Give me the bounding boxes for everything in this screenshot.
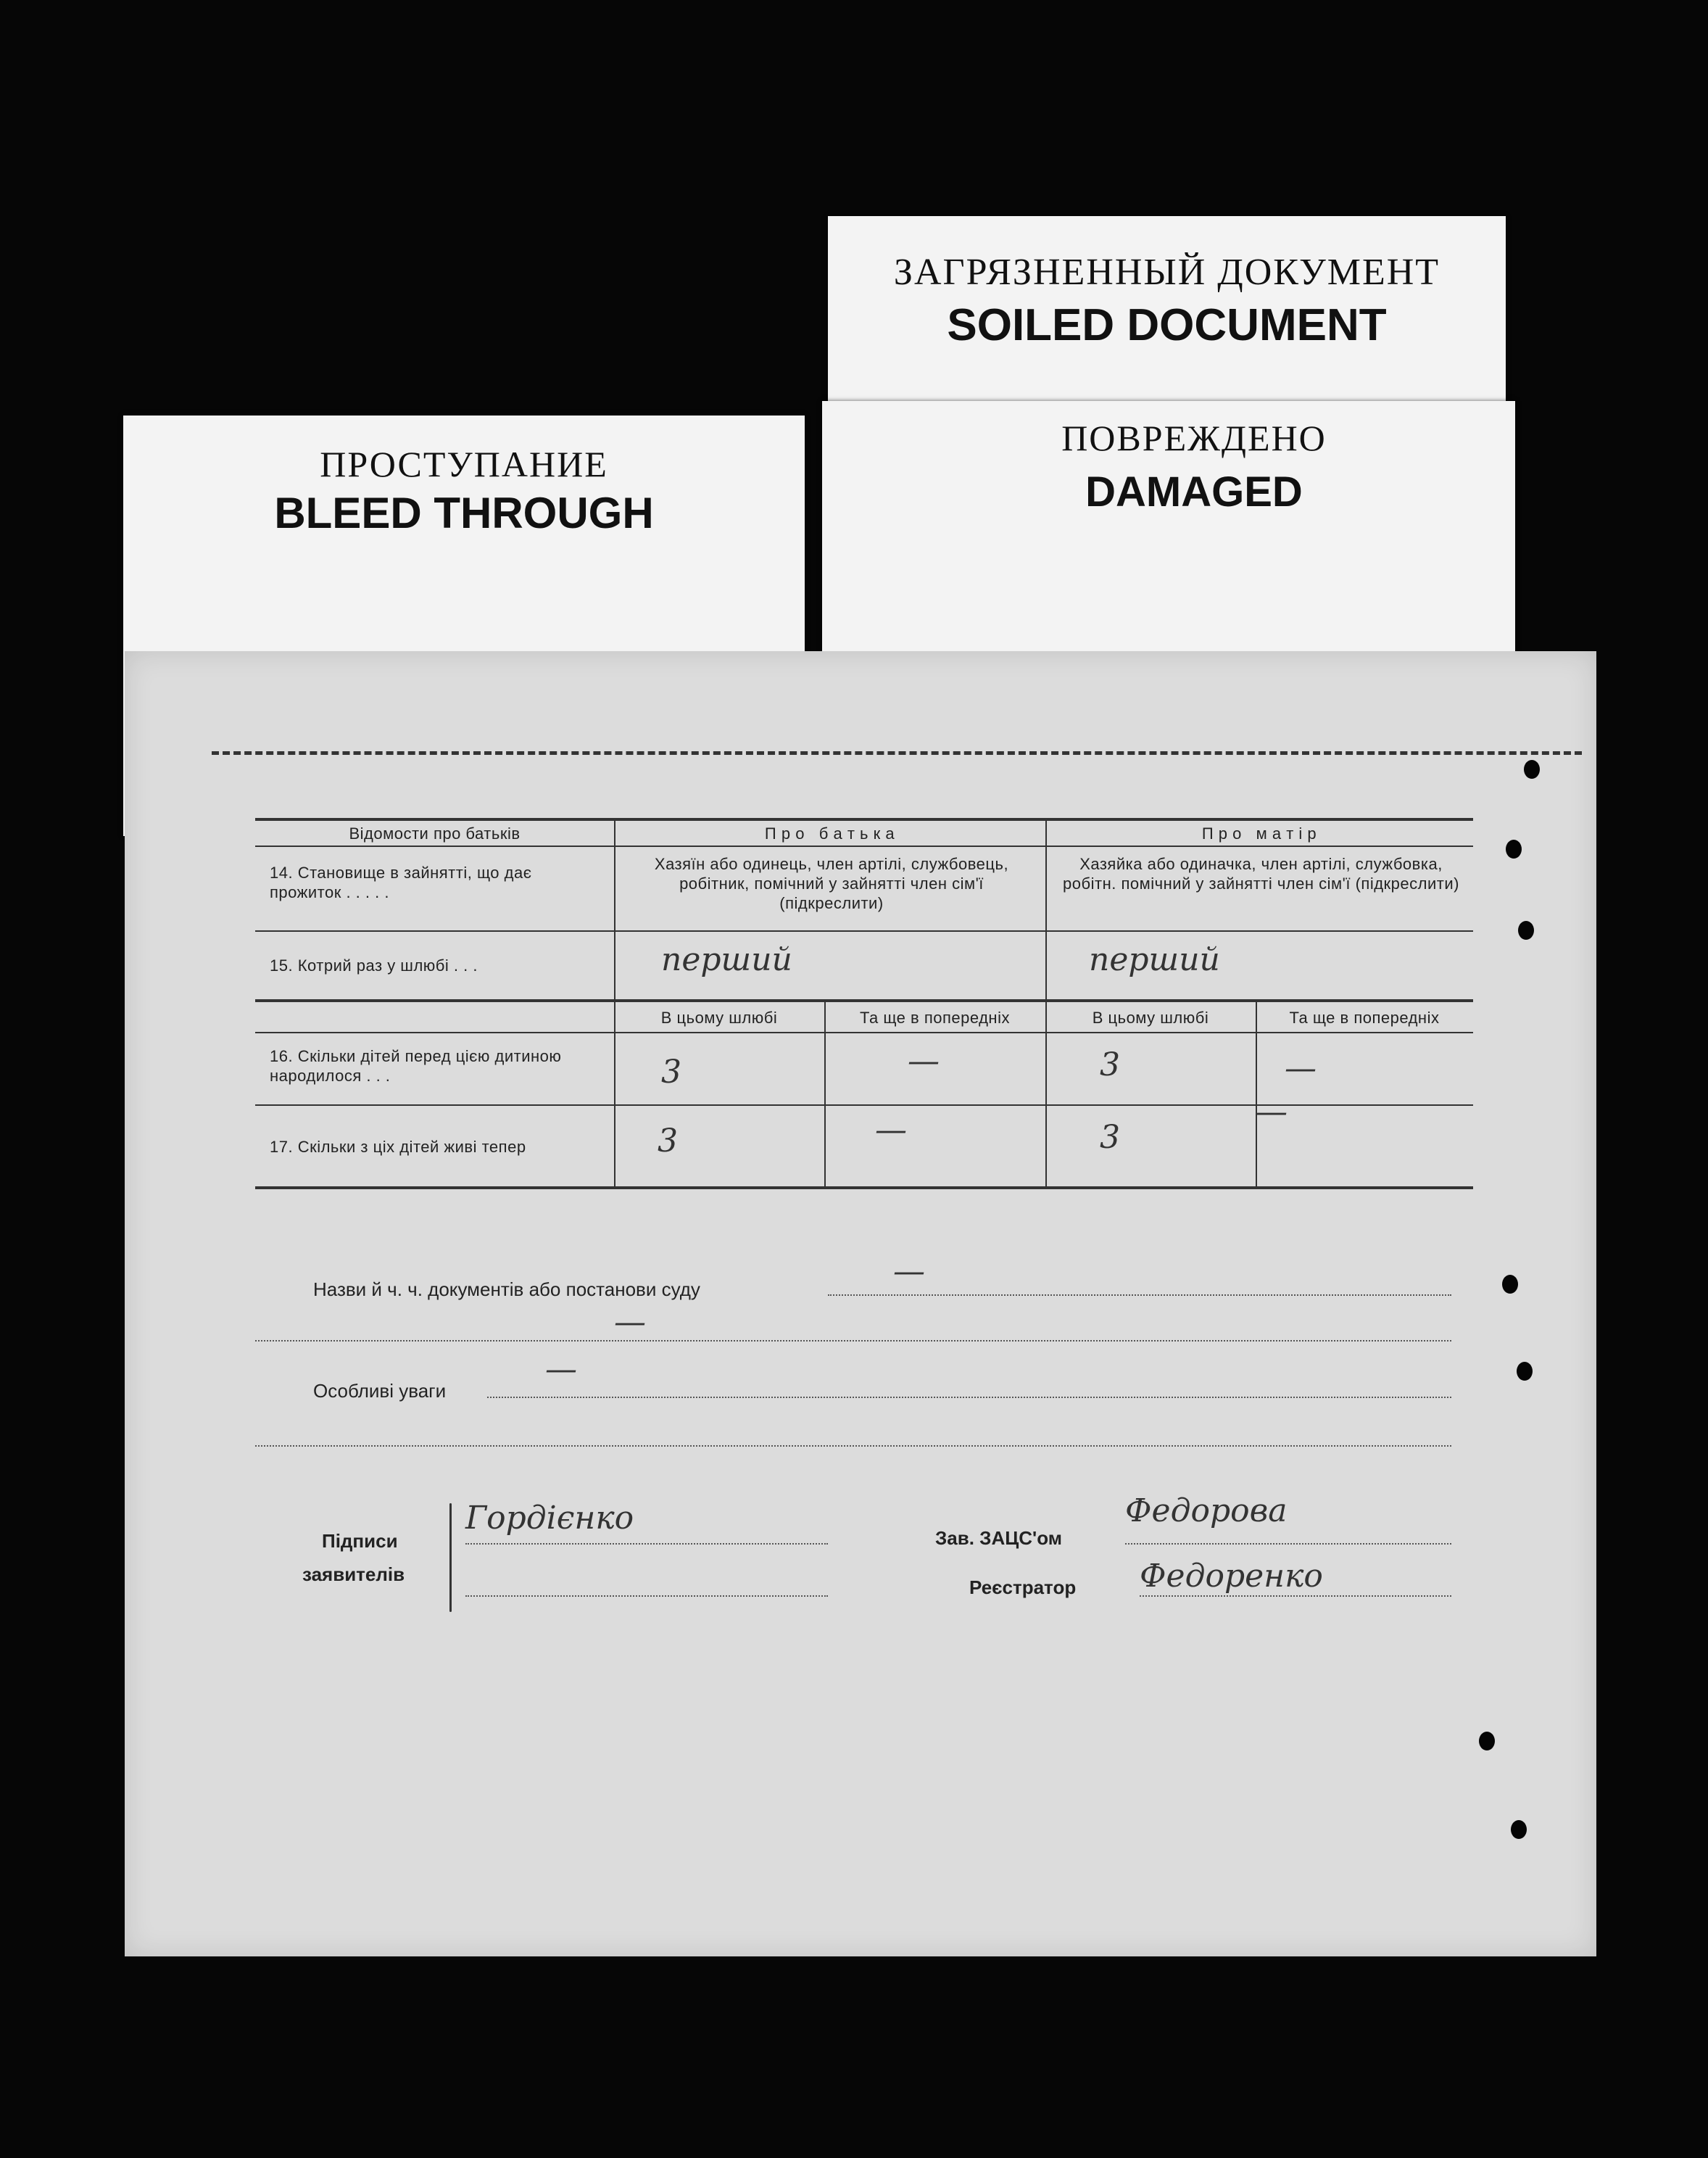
- punch-hole: [1479, 1732, 1495, 1750]
- row15-label: 15. Котрий раз у шлюбі . . .: [270, 956, 478, 975]
- punch-hole: [1506, 840, 1522, 859]
- header-parents-info: Відомости про батьків: [349, 824, 521, 843]
- head-zags-signature-line: [1125, 1543, 1451, 1545]
- documents-line: [828, 1294, 1451, 1296]
- row15-mother-handwriting: перший: [1089, 941, 1220, 978]
- bleed-en-label: BLEED THROUGH: [274, 489, 654, 537]
- registrar-signature: Федоренко: [1140, 1558, 1323, 1595]
- row14-mother-value: Хазяйка або одиначка, член артілі, службовка, робітн. помічний у зайнятті член сім'ї (підкреслити): [1063, 855, 1459, 893]
- row14-father-value: Хазяїн або одинець, член артілі, службовець, робітник, помічний у зайнятті член сім'ї (підкреслити): [654, 855, 1009, 912]
- punch-hole: [1517, 1362, 1533, 1381]
- signatures-label-line2: заявителів: [302, 1563, 405, 1585]
- punch-hole: [1511, 1820, 1527, 1839]
- head-zags-signature: Федорова: [1125, 1492, 1288, 1529]
- remarks-line-2: [255, 1445, 1451, 1447]
- soiled-en-label: SOILED DOCUMENT: [947, 300, 1387, 350]
- punch-hole: [1518, 921, 1534, 940]
- registrar-label: Реєстратор: [969, 1576, 1077, 1598]
- row16-father-this: 3: [661, 1054, 681, 1091]
- signatures-bracket: [449, 1503, 452, 1612]
- perforation-line: [212, 751, 1582, 755]
- punch-hole: [1502, 1275, 1518, 1294]
- subheader-mother-prev: Та ще в попередніх: [1289, 1009, 1440, 1027]
- damaged-card: [822, 401, 1515, 669]
- documents-line-2: [255, 1340, 1451, 1341]
- subheader-father-this: В цьому шлюбі: [660, 1009, 778, 1027]
- punch-hole: [1524, 760, 1540, 779]
- row17-father-prev: —: [875, 1112, 907, 1149]
- row17-label: 17. Скільки з ціх дітей живі тепер: [270, 1138, 526, 1156]
- head-zags-label: Зав. ЗАЦС'ом: [935, 1527, 1062, 1549]
- applicant-signature-line: [465, 1543, 828, 1545]
- applicant-signature-line-2: [465, 1595, 828, 1597]
- header-mother: П р о м а т і р: [1201, 824, 1317, 843]
- damaged-en-label: DAMAGED: [1085, 468, 1303, 516]
- soiled-ru-label: ЗАГРЯЗНЕННЫЙ ДОКУМЕНТ: [893, 252, 1440, 293]
- remarks-line: [487, 1397, 1451, 1398]
- documents-value: —: [893, 1253, 925, 1290]
- subheader-father-prev: Та ще в попередніх: [860, 1009, 1010, 1027]
- row17-mother-prev: —: [1256, 1094, 1288, 1130]
- applicant-signature: Гордієнко: [465, 1500, 634, 1537]
- remarks-value: —: [545, 1351, 577, 1388]
- row15-father-handwriting: перший: [661, 941, 792, 978]
- registrar-signature-line: [1140, 1595, 1451, 1597]
- documents-value-2: —: [614, 1304, 646, 1341]
- row14-label: 14. Становище в зайнятті, що дає прожиток . . . . .: [270, 864, 532, 901]
- row16-father-prev: —: [908, 1043, 940, 1080]
- documents-label: Назви й ч. ч. документів або постанови суду: [313, 1278, 700, 1300]
- row17-mother-this: 3: [1100, 1119, 1120, 1156]
- row17-father-this: 3: [658, 1123, 678, 1159]
- row16-mother-prev: —: [1285, 1050, 1317, 1087]
- header-father: П р о б а т ь к а: [764, 824, 895, 843]
- subheader-mother-this: В цьому шлюбі: [1092, 1009, 1209, 1027]
- row16-mother-this: 3: [1100, 1046, 1120, 1083]
- signatures-label-line1: Підписи: [322, 1530, 398, 1552]
- parents-info-table: [255, 818, 1473, 1159]
- remarks-label: Особливі уваги: [313, 1380, 447, 1402]
- bleed-ru-label: ПРОСТУПАНИЕ: [320, 444, 608, 484]
- row16-label: 16. Скільки дітей перед цією дитиною народилося . . .: [270, 1047, 562, 1085]
- damaged-ru-label: ПОВРЕЖДЕНО: [1061, 418, 1327, 458]
- birth-record-form: [125, 651, 1596, 1956]
